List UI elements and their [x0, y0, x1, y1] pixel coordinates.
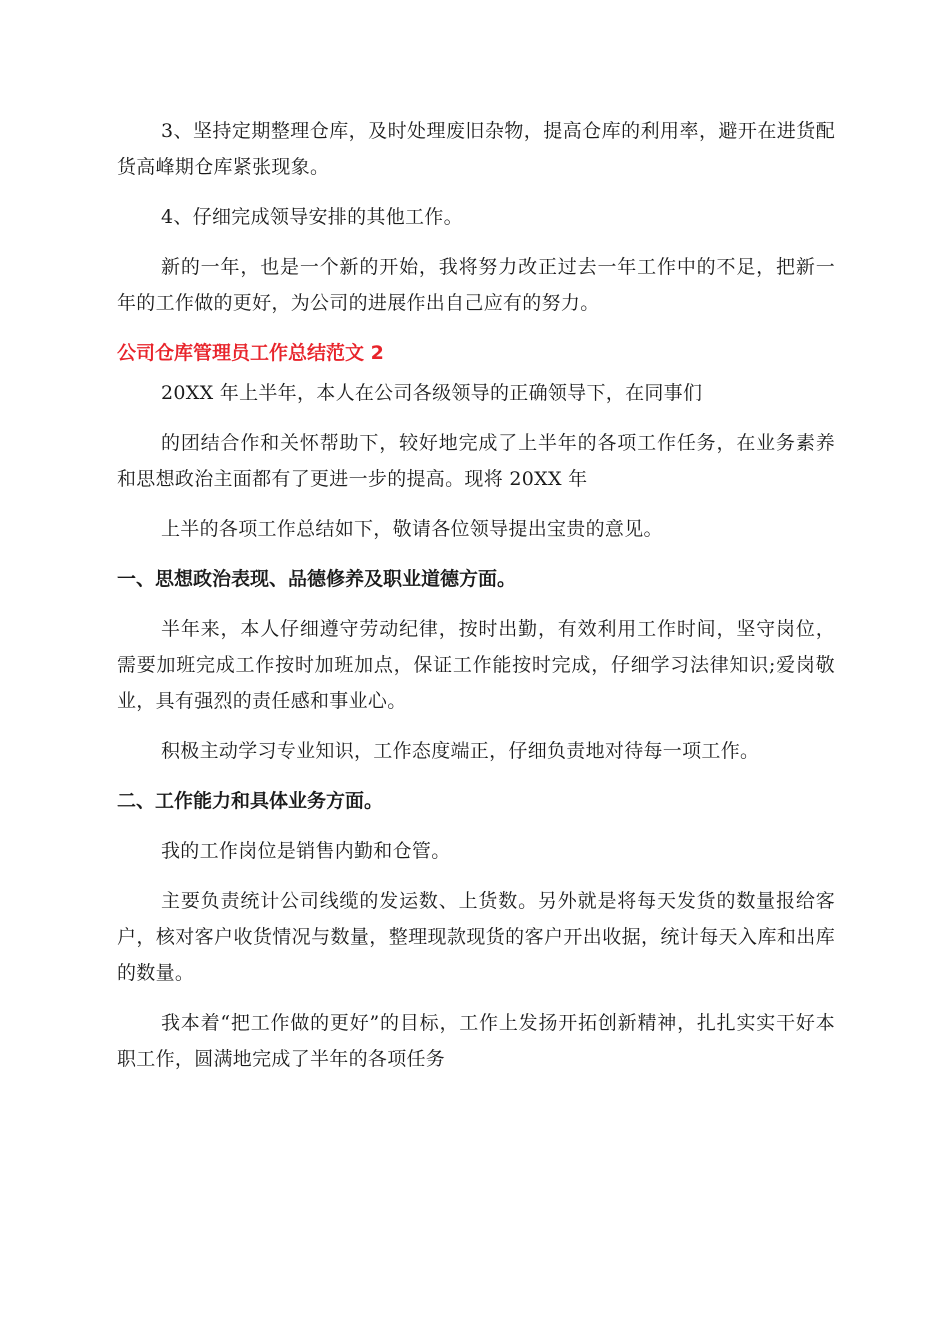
paragraph-item-4: 4、仔细完成领导安排的其他工作。 — [161, 206, 463, 228]
heading-political: 一、思想政治表现、品德修养及职业道德方面。 — [117, 568, 517, 590]
paragraph-intro: 20XX 年上半年，本人在公司各级领导的正确领导下，在同事们 — [161, 382, 703, 404]
document-page — [117, 113, 835, 1077]
paragraph-item-3: 3、坚持定期整理仓库，及时处理废旧杂物，提高仓库的利用率，避开在进货配货高峰期仓库紧张现象。 — [117, 120, 835, 178]
paragraph-learning: 积极主动学习专业知识，工作态度端正，仔细负责地对待每一项工作。 — [161, 740, 760, 762]
paragraph-duties: 主要负责统计公司线缆的发运数、上货数。另外就是将每天发货的数量报给客户，核对客户收货情况与数量，整理现款现货的客户开出收据，统计每天入库和出库的数量。 — [117, 890, 835, 984]
section-title: 公司仓库管理员工作总结范文 2 — [117, 342, 384, 364]
paragraph-discipline: 半年来，本人仔细遵守劳动纪律，按时出勤，有效利用工作时间，坚守岗位，需要加班完成工作按时加班加点，保证工作能按时完成，仔细学习法律知识;爱岗敬业，具有强烈的责任感和事业心。 — [117, 618, 835, 712]
paragraph-intro-cont: 的团结合作和关怀帮助下，较好地完成了上半年的各项工作任务，在业务素养和思想政治主面都有了更进一步的提高。现将 20XX 年 — [117, 432, 835, 490]
paragraph-new-year: 新的一年，也是一个新的开始，我将努力改正过去一年工作中的不足，把新一年的工作做的更好，为公司的进展作出自己应有的努力。 — [117, 256, 835, 314]
paragraph-intro-end: 上半的各项工作总结如下，敬请各位领导提出宝贵的意见。 — [161, 518, 663, 540]
paragraph-position: 我的工作岗位是销售内勤和仓管。 — [161, 840, 451, 862]
paragraph-goal: 我本着“把工作做的更好”的目标，工作上发扬开拓创新精神，扎扎实实干好本职工作，圆满地完成了半年的各项任务 — [117, 1012, 835, 1070]
heading-ability: 二、工作能力和具体业务方面。 — [117, 790, 384, 812]
